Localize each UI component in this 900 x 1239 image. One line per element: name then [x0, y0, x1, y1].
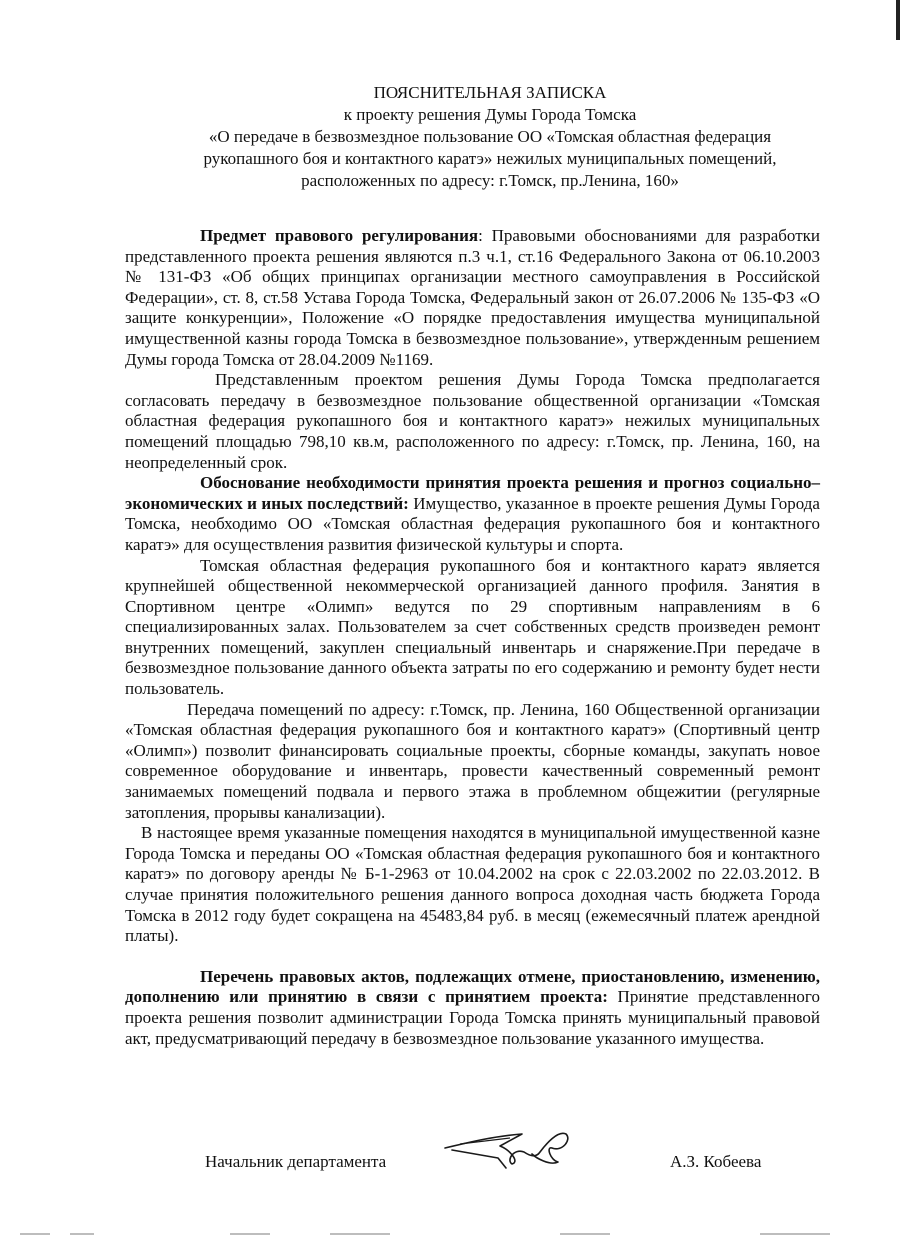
heading-line-1: к проекту решения Думы Города Томска: [343, 105, 637, 124]
acts-label: Перечень правовых актов, подлежащих отмене, приостановлению, изменению, дополнению или принятию в связи с принятием проекта:: [125, 966, 820, 1007]
subject-text: : Правовыми обоснованиями для разработки представленного проекта решения являются п.3 ч.1, ст.16 Федерального Закона от 06.10.2003 № 131-ФЗ «Об общих принципах организации местного самоуправления в Российской Федерации», ст. 8, ст.58 Устава Города Томска, Федеральный закон от 26.07.2006 № 135-ФЗ «О защите конкуренции», Положение «О порядке предоставления имущества муниципальной имущественной казны города Томска в безвозмездное пользование», утвержденным решением Думы города Томска от 28.04.2009 №1169.: [125, 226, 820, 369]
paragraph-transfer: Передача помещений по адресу: г.Томск, пр. Ленина, 160 Общественной организации «Томская областная федерация рукопашного боя и контактного каратэ» (Спортивный центр «Олимп») позволит финансировать социальные проекты, сборные команды, закупать новое современное оборудование и инвентарь, провести качественный современный ремонт занимаемых помещений подвала и первого этажа в проблемном общежитии (регулярные затопления, прорывы канализации).: [125, 699, 820, 822]
spacer: [125, 947, 820, 967]
document-heading: [160, 82, 820, 192]
paragraph-acts: [125, 967, 820, 1049]
acts-text: Принятие представленного проекта решения позволит администрации Города Томска принять муниципальный правовой акт, предусматривающий передачу в безвозмездное пользование указанного имущества.: [125, 987, 820, 1048]
paragraph-proposal: Представленным проектом решения Думы Города Томска предполагается согласовать передачу в безвозмездное пользование общественной организации «Томская областная федерация рукопашного боя и контактного каратэ» нежилых муниципальных помещений площадью 798,10 кв.м, расположенного по адресу: г.Томск, пр. Ленина, 160, на неопределенный срок.: [125, 370, 820, 472]
document-title: ПОЯСНИТЕЛЬНАЯ ЗАПИСКА: [373, 83, 607, 102]
heading-line-2: «О передаче в безвозмездное пользование ОО «Томская областная федерация: [208, 127, 772, 146]
justification-label: Обоснование необходимости принятия проекта решения и прогноз социально–экономических и иных последствий:: [125, 473, 820, 513]
justification-text: Имущество, указанное в проекте решения Думы Города Томска, необходимо ОО «Томская областная федерация рукопашного боя и контактного каратэ» для осуществления развития физической культуры и спорта.: [125, 493, 820, 554]
paragraph-current: В настоящее время указанные помещения находятся в муниципальной имущественной казне Города Томска и переданы ОО «Томская областная федерация рукопашного боя и контактного каратэ» по договору аренды № Б-1-2963 от 10.04.2002 на срок с 22.03.2002 по 22.03.2012. В случае принятия положительного решения данного вопроса доходная часть бюджета Города Томска в 2012 году будет сокращена на 45483,84 руб. в месяц (ежемесячный платеж арендной платы).: [125, 823, 820, 946]
heading-line-3: рукопашного боя и контактного каратэ» нежилых муниципальных помещений,: [203, 149, 777, 168]
scan-edge-mark: [896, 0, 900, 40]
document-body: [125, 226, 820, 1049]
handwritten-signature: [440, 1118, 580, 1178]
signatory-name: А.З. Кобеева: [670, 1152, 762, 1171]
paragraph-justification: [125, 473, 820, 555]
paragraph-subject: [125, 226, 820, 370]
scan-bottom-artifacts: [0, 1231, 900, 1237]
subject-label: Предмет правового регулирования: [200, 226, 479, 245]
heading-line-4: расположенных по адресу: г.Томск, пр.Ленина, 160»: [301, 171, 679, 190]
paragraph-federation: Томская областная федерация рукопашного боя и контактного каратэ является крупнейшей общественной некоммерческой организацией данного профиля. Занятия в Спортивном центре «Олимп» ведутся по 29 спортивным направлениям в 6 специализированных залах. Пользователем за счет собственных средств произведен ремонт внутренних помещений, закуплен специальный инвентарь и снаряжение.При передаче в безвозмездное пользование данного объекта затраты по его содержанию и ремонту будет нести пользователь.: [125, 555, 820, 699]
signatory-role: Начальник департамента: [205, 1152, 387, 1171]
